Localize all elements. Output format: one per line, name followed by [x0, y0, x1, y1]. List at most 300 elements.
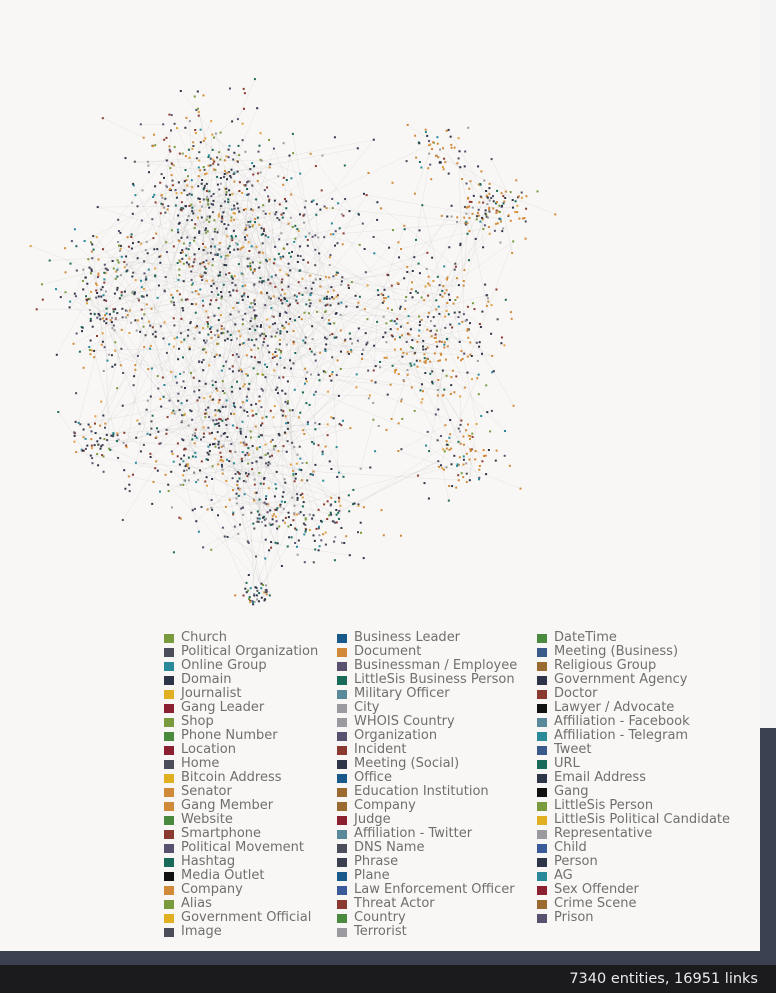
graph-node[interactable]: [238, 356, 240, 358]
graph-node[interactable]: [88, 424, 90, 426]
graph-node[interactable]: [311, 325, 313, 327]
graph-node[interactable]: [197, 91, 199, 93]
graph-node[interactable]: [215, 414, 217, 416]
graph-node[interactable]: [207, 407, 209, 409]
graph-node[interactable]: [286, 331, 288, 333]
graph-node[interactable]: [210, 195, 212, 197]
graph-node[interactable]: [313, 471, 315, 473]
graph-node[interactable]: [480, 196, 482, 198]
legend-item-meeting-social[interactable]: [337, 757, 459, 771]
graph-node[interactable]: [318, 374, 320, 376]
graph-node[interactable]: [511, 252, 513, 254]
graph-node[interactable]: [249, 168, 251, 170]
graph-node[interactable]: [213, 283, 215, 285]
graph-node[interactable]: [334, 136, 336, 138]
graph-node[interactable]: [252, 174, 254, 176]
graph-node[interactable]: [326, 207, 328, 209]
graph-node[interactable]: [83, 429, 85, 431]
graph-node[interactable]: [303, 523, 305, 525]
graph-node[interactable]: [328, 319, 330, 321]
graph-node[interactable]: [336, 374, 338, 376]
graph-node[interactable]: [253, 344, 255, 346]
graph-node[interactable]: [263, 341, 265, 343]
legend-item-political-movement[interactable]: [164, 841, 304, 855]
graph-node[interactable]: [469, 201, 471, 203]
graph-node[interactable]: [261, 292, 263, 294]
graph-node[interactable]: [267, 452, 269, 454]
graph-node[interactable]: [342, 243, 344, 245]
graph-node[interactable]: [325, 350, 327, 352]
graph-node[interactable]: [322, 480, 324, 482]
graph-node[interactable]: [307, 245, 309, 247]
graph-node[interactable]: [163, 177, 165, 179]
graph-node[interactable]: [363, 506, 365, 508]
graph-node[interactable]: [223, 264, 225, 266]
graph-node[interactable]: [134, 364, 136, 366]
graph-node[interactable]: [266, 319, 268, 321]
graph-node[interactable]: [470, 180, 472, 182]
graph-node[interactable]: [460, 350, 462, 352]
graph-node[interactable]: [390, 384, 392, 386]
legend-item-dns-name[interactable]: [337, 841, 424, 855]
graph-node[interactable]: [427, 167, 429, 169]
graph-node[interactable]: [345, 535, 347, 537]
graph-node[interactable]: [225, 194, 227, 196]
graph-node[interactable]: [411, 288, 413, 290]
graph-node[interactable]: [477, 165, 479, 167]
graph-node[interactable]: [265, 376, 267, 378]
graph-node[interactable]: [102, 248, 104, 250]
graph-node[interactable]: [82, 280, 84, 282]
graph-node[interactable]: [248, 339, 250, 341]
graph-node[interactable]: [246, 400, 248, 402]
graph-node[interactable]: [266, 593, 268, 595]
graph-node[interactable]: [237, 171, 239, 173]
graph-node[interactable]: [199, 469, 201, 471]
graph-node[interactable]: [275, 488, 277, 490]
graph-node[interactable]: [268, 351, 270, 353]
graph-node[interactable]: [199, 263, 201, 265]
graph-node[interactable]: [206, 476, 208, 478]
graph-node[interactable]: [172, 180, 174, 182]
graph-node[interactable]: [266, 260, 268, 262]
graph-node[interactable]: [496, 450, 498, 452]
graph-node[interactable]: [334, 245, 336, 247]
graph-node[interactable]: [274, 335, 276, 337]
graph-node[interactable]: [221, 466, 223, 468]
graph-node[interactable]: [105, 322, 107, 324]
graph-node[interactable]: [210, 285, 212, 287]
graph-node[interactable]: [161, 197, 163, 199]
graph-node[interactable]: [258, 436, 260, 438]
graph-node[interactable]: [207, 326, 209, 328]
graph-node[interactable]: [249, 221, 251, 223]
graph-node[interactable]: [483, 449, 485, 451]
graph-node[interactable]: [218, 447, 220, 449]
graph-node[interactable]: [260, 172, 262, 174]
graph-node[interactable]: [298, 281, 300, 283]
graph-node[interactable]: [170, 129, 172, 131]
graph-node[interactable]: [227, 248, 229, 250]
graph-node[interactable]: [194, 253, 196, 255]
graph-node[interactable]: [299, 458, 301, 460]
graph-node[interactable]: [285, 422, 287, 424]
graph-node[interactable]: [222, 473, 224, 475]
graph-node[interactable]: [326, 518, 328, 520]
graph-node[interactable]: [243, 209, 245, 211]
graph-node[interactable]: [173, 164, 175, 166]
graph-node[interactable]: [236, 353, 238, 355]
graph-node[interactable]: [224, 339, 226, 341]
graph-node[interactable]: [338, 395, 340, 397]
graph-node[interactable]: [478, 201, 480, 203]
graph-node[interactable]: [426, 268, 428, 270]
graph-node[interactable]: [305, 531, 307, 533]
graph-node[interactable]: [315, 165, 317, 167]
graph-node[interactable]: [285, 517, 287, 519]
graph-node[interactable]: [270, 298, 272, 300]
graph-node[interactable]: [204, 246, 206, 248]
graph-node[interactable]: [388, 247, 390, 249]
graph-node[interactable]: [116, 440, 118, 442]
graph-node[interactable]: [81, 326, 83, 328]
graph-node[interactable]: [391, 334, 393, 336]
graph-node[interactable]: [446, 310, 448, 312]
graph-node[interactable]: [102, 117, 104, 119]
graph-node[interactable]: [489, 211, 491, 213]
graph-node[interactable]: [201, 460, 203, 462]
graph-node[interactable]: [199, 201, 201, 203]
graph-node[interactable]: [247, 265, 249, 267]
graph-node[interactable]: [251, 339, 253, 341]
graph-node[interactable]: [432, 141, 434, 143]
graph-node[interactable]: [449, 419, 451, 421]
graph-node[interactable]: [392, 182, 394, 184]
graph-node[interactable]: [222, 527, 224, 529]
graph-node[interactable]: [154, 185, 156, 187]
graph-node[interactable]: [257, 517, 259, 519]
graph-node[interactable]: [482, 202, 484, 204]
graph-node[interactable]: [208, 207, 210, 209]
graph-node[interactable]: [178, 181, 180, 183]
graph-node[interactable]: [221, 216, 223, 218]
graph-node[interactable]: [165, 241, 167, 243]
graph-node[interactable]: [198, 167, 200, 169]
graph-node[interactable]: [281, 281, 283, 283]
graph-node[interactable]: [115, 278, 117, 280]
graph-node[interactable]: [191, 279, 193, 281]
graph-node[interactable]: [201, 206, 203, 208]
graph-node[interactable]: [476, 218, 478, 220]
graph-node[interactable]: [496, 190, 498, 192]
graph-node[interactable]: [331, 356, 333, 358]
graph-node[interactable]: [160, 406, 162, 408]
graph-node[interactable]: [222, 380, 224, 382]
graph-node[interactable]: [178, 274, 180, 276]
graph-node[interactable]: [251, 245, 253, 247]
graph-node[interactable]: [186, 469, 188, 471]
graph-node[interactable]: [156, 427, 158, 429]
graph-node[interactable]: [134, 319, 136, 321]
graph-node[interactable]: [357, 302, 359, 304]
graph-node[interactable]: [88, 346, 90, 348]
graph-node[interactable]: [416, 366, 418, 368]
graph-node[interactable]: [219, 271, 221, 273]
graph-node[interactable]: [246, 396, 248, 398]
graph-node[interactable]: [177, 229, 179, 231]
graph-node[interactable]: [400, 535, 402, 537]
graph-node[interactable]: [219, 399, 221, 401]
graph-node[interactable]: [206, 216, 208, 218]
graph-node[interactable]: [30, 245, 32, 247]
graph-node[interactable]: [265, 539, 267, 541]
graph-node[interactable]: [187, 465, 189, 467]
graph-node[interactable]: [177, 231, 179, 233]
graph-node[interactable]: [357, 147, 359, 149]
graph-node[interactable]: [217, 184, 219, 186]
graph-node[interactable]: [260, 406, 262, 408]
graph-node[interactable]: [174, 146, 176, 148]
graph-node[interactable]: [330, 504, 332, 506]
graph-node[interactable]: [288, 252, 290, 254]
graph-node[interactable]: [391, 285, 393, 287]
graph-node[interactable]: [227, 198, 229, 200]
graph-node[interactable]: [425, 360, 427, 362]
graph-node[interactable]: [104, 264, 106, 266]
legend-item-location[interactable]: [164, 743, 236, 757]
graph-node[interactable]: [307, 421, 309, 423]
graph-node[interactable]: [490, 197, 492, 199]
graph-node[interactable]: [469, 479, 471, 481]
graph-node[interactable]: [499, 211, 501, 213]
graph-node[interactable]: [204, 169, 206, 171]
graph-node[interactable]: [250, 512, 252, 514]
graph-node[interactable]: [100, 289, 102, 291]
graph-node[interactable]: [171, 412, 173, 414]
graph-node[interactable]: [260, 424, 262, 426]
graph-node[interactable]: [265, 525, 267, 527]
graph-node[interactable]: [249, 267, 251, 269]
graph-node[interactable]: [133, 375, 135, 377]
graph-node[interactable]: [450, 144, 452, 146]
graph-node[interactable]: [173, 302, 175, 304]
graph-node[interactable]: [382, 336, 384, 338]
graph-node[interactable]: [226, 155, 228, 157]
graph-node[interactable]: [351, 281, 353, 283]
graph-node[interactable]: [178, 517, 180, 519]
graph-node[interactable]: [435, 155, 437, 157]
graph-node[interactable]: [501, 230, 503, 232]
graph-node[interactable]: [385, 322, 387, 324]
graph-node[interactable]: [256, 594, 258, 596]
graph-node[interactable]: [468, 206, 470, 208]
graph-node[interactable]: [209, 328, 211, 330]
graph-node[interactable]: [314, 549, 316, 551]
graph-node[interactable]: [287, 526, 289, 528]
graph-node[interactable]: [347, 351, 349, 353]
graph-node[interactable]: [418, 335, 420, 337]
graph-node[interactable]: [193, 240, 195, 242]
graph-node[interactable]: [184, 387, 186, 389]
graph-node[interactable]: [247, 415, 249, 417]
graph-node[interactable]: [220, 205, 222, 207]
graph-node[interactable]: [503, 202, 505, 204]
graph-node[interactable]: [288, 512, 290, 514]
graph-node[interactable]: [253, 595, 255, 597]
graph-node[interactable]: [311, 288, 313, 290]
graph-node[interactable]: [282, 325, 284, 327]
graph-node[interactable]: [383, 534, 385, 536]
graph-node[interactable]: [192, 283, 194, 285]
graph-node[interactable]: [207, 252, 209, 254]
graph-node[interactable]: [220, 459, 222, 461]
graph-node[interactable]: [90, 318, 92, 320]
graph-node[interactable]: [448, 485, 450, 487]
graph-node[interactable]: [231, 237, 233, 239]
graph-node[interactable]: [274, 322, 276, 324]
graph-node[interactable]: [254, 78, 256, 80]
graph-node[interactable]: [117, 287, 119, 289]
graph-node[interactable]: [293, 473, 295, 475]
graph-node[interactable]: [218, 151, 220, 153]
graph-node[interactable]: [269, 163, 271, 165]
graph-node[interactable]: [278, 297, 280, 299]
graph-node[interactable]: [337, 359, 339, 361]
graph-node[interactable]: [180, 318, 182, 320]
graph-node[interactable]: [280, 232, 282, 234]
graph-node[interactable]: [169, 188, 171, 190]
graph-node[interactable]: [117, 219, 119, 221]
graph-node[interactable]: [489, 199, 491, 201]
graph-node[interactable]: [217, 335, 219, 337]
graph-node[interactable]: [314, 234, 316, 236]
graph-node[interactable]: [444, 316, 446, 318]
graph-node[interactable]: [279, 333, 281, 335]
graph-node[interactable]: [285, 415, 287, 417]
graph-node[interactable]: [206, 458, 208, 460]
graph-node[interactable]: [279, 203, 281, 205]
graph-node[interactable]: [164, 198, 166, 200]
graph-node[interactable]: [319, 379, 321, 381]
graph-node[interactable]: [402, 352, 404, 354]
graph-node[interactable]: [458, 137, 460, 139]
graph-node[interactable]: [441, 341, 443, 343]
legend-item-company[interactable]: [337, 799, 416, 813]
graph-node[interactable]: [327, 423, 329, 425]
graph-node[interactable]: [303, 433, 305, 435]
graph-node[interactable]: [224, 159, 226, 161]
graph-node[interactable]: [183, 479, 185, 481]
graph-node[interactable]: [281, 501, 283, 503]
graph-node[interactable]: [218, 422, 220, 424]
graph-node[interactable]: [264, 598, 266, 600]
graph-node[interactable]: [194, 258, 196, 260]
graph-node[interactable]: [90, 291, 92, 293]
graph-node[interactable]: [264, 477, 266, 479]
graph-node[interactable]: [360, 468, 362, 470]
graph-node[interactable]: [184, 127, 186, 129]
graph-node[interactable]: [195, 290, 197, 292]
graph-node[interactable]: [253, 528, 255, 530]
graph-node[interactable]: [435, 299, 437, 301]
graph-node[interactable]: [341, 280, 343, 282]
graph-node[interactable]: [280, 409, 282, 411]
graph-node[interactable]: [75, 392, 77, 394]
graph-node[interactable]: [273, 148, 275, 150]
graph-node[interactable]: [437, 395, 439, 397]
graph-node[interactable]: [202, 243, 204, 245]
graph-node[interactable]: [255, 556, 257, 558]
graph-node[interactable]: [437, 409, 439, 411]
graph-node[interactable]: [244, 185, 246, 187]
graph-node[interactable]: [283, 445, 285, 447]
graph-node[interactable]: [259, 499, 261, 501]
graph-node[interactable]: [232, 208, 234, 210]
graph-node[interactable]: [186, 179, 188, 181]
graph-node[interactable]: [447, 277, 449, 279]
graph-node[interactable]: [103, 320, 105, 322]
graph-node[interactable]: [260, 324, 262, 326]
graph-node[interactable]: [211, 380, 213, 382]
graph-node[interactable]: [406, 160, 408, 162]
graph-node[interactable]: [281, 214, 283, 216]
graph-node[interactable]: [292, 152, 294, 154]
graph-node[interactable]: [368, 397, 370, 399]
graph-node[interactable]: [464, 165, 466, 167]
graph-node[interactable]: [234, 594, 236, 596]
graph-node[interactable]: [450, 376, 452, 378]
graph-node[interactable]: [293, 362, 295, 364]
graph-node[interactable]: [90, 268, 92, 270]
graph-node[interactable]: [226, 178, 228, 180]
graph-node[interactable]: [203, 397, 205, 399]
graph-node[interactable]: [247, 258, 249, 260]
graph-node[interactable]: [212, 163, 214, 165]
graph-node[interactable]: [299, 446, 301, 448]
graph-node[interactable]: [264, 502, 266, 504]
graph-node[interactable]: [288, 323, 290, 325]
graph-node[interactable]: [471, 433, 473, 435]
graph-node[interactable]: [231, 169, 233, 171]
graph-node[interactable]: [331, 373, 333, 375]
graph-node[interactable]: [87, 258, 89, 260]
legend-item-threat-actor[interactable]: [337, 897, 435, 911]
graph-node[interactable]: [314, 264, 316, 266]
graph-node[interactable]: [299, 245, 301, 247]
graph-node[interactable]: [214, 231, 216, 233]
graph-node[interactable]: [259, 145, 261, 147]
graph-node[interactable]: [491, 304, 493, 306]
graph-node[interactable]: [363, 557, 365, 559]
graph-node[interactable]: [233, 402, 235, 404]
graph-node[interactable]: [160, 325, 162, 327]
legend-item-incident[interactable]: [337, 743, 406, 757]
graph-node[interactable]: [252, 414, 254, 416]
graph-node[interactable]: [176, 290, 178, 292]
graph-node[interactable]: [173, 461, 175, 463]
graph-node[interactable]: [151, 308, 153, 310]
graph-node[interactable]: [355, 386, 357, 388]
graph-node[interactable]: [448, 246, 450, 248]
graph-node[interactable]: [173, 245, 175, 247]
graph-node[interactable]: [235, 242, 237, 244]
graph-node[interactable]: [207, 323, 209, 325]
graph-node[interactable]: [463, 459, 465, 461]
graph-node[interactable]: [197, 217, 199, 219]
graph-node[interactable]: [315, 214, 317, 216]
graph-node[interactable]: [304, 561, 306, 563]
graph-node[interactable]: [96, 284, 98, 286]
